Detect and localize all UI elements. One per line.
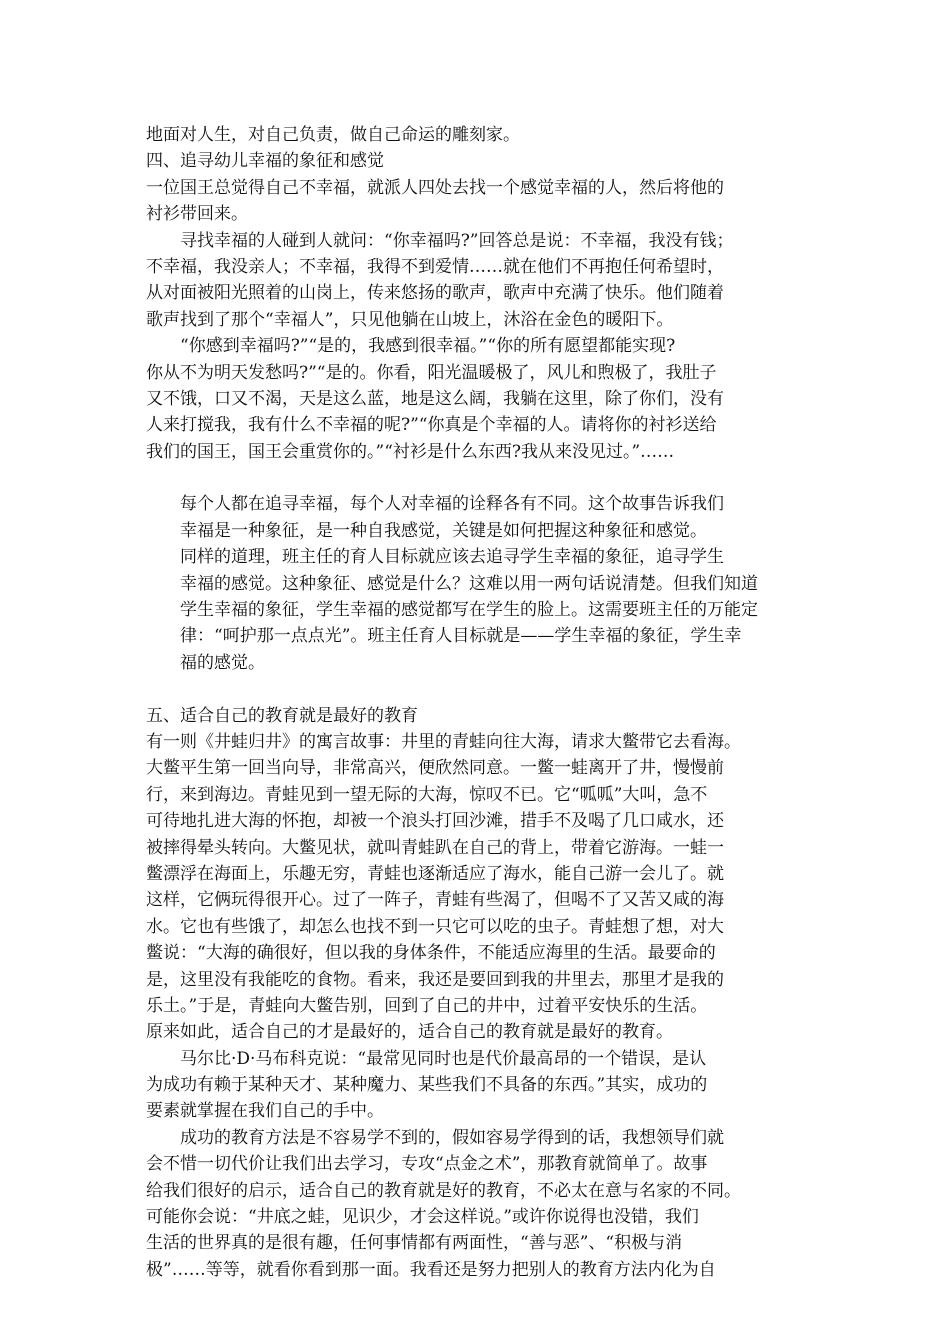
- text-line: 五、适合自己的教育就是最好的教育: [146, 705, 418, 726]
- text-line: 是，这里没有我能吃的食物。看来，我还是要回到我的井里去，那里才是我的: [146, 969, 724, 990]
- text-line: 乐土。”于是，青蛙向大鳖告别，回到了自己的井中，过着平安快乐的生活。: [146, 995, 708, 1016]
- text-line: 要素就掌握在我们自己的手中。: [146, 1101, 384, 1122]
- text-line: 学生幸福的象征，学生幸福的感觉都写在学生的脸上。这需要班主任的万能定: [146, 600, 758, 621]
- text-line: 从对面被阳光照着的山岗上，传来悠扬的歌声，歌声中充满了快乐。他们随着: [146, 283, 724, 304]
- text-line: 同样的道理，班主任的育人目标就应该去追寻学生幸福的象征，追寻学生: [146, 547, 724, 568]
- text-line: 歌声找到了那个“幸福人”，只见他躺在山坡上，沐浴在金色的暖阳下。: [146, 309, 674, 330]
- text-line: 一位国王总觉得自己不幸福，就派人四处去找一个感觉幸福的人，然后将他的: [146, 177, 724, 198]
- text-line: 寻找幸福的人碰到人就问：“你幸福吗?”回答总是说：不幸福，我没有钱；: [146, 230, 734, 251]
- text-line: 幸福的感觉。这种象征、感觉是什么？这难以用一两句话说清楚。但我们知道: [146, 573, 758, 594]
- text-line: 我们的国王，国王会重赏你的。”“衬衫是什么东西?我从来没见过。”……: [146, 441, 675, 462]
- text-line: 可能你会说：“井底之蛙，见识少，才会这样说。”或许你说得也没错，我们: [146, 1207, 699, 1228]
- text-line: 福的感觉。: [146, 652, 265, 673]
- text-line: 行，来到海边。青蛙见到一望无际的大海，惊叹不已。它“呱呱”大叫，急不: [146, 784, 708, 805]
- text-line: 不幸福，我没亲人；不幸福，我得不到爱情……就在他们不再抱任何希望时，: [146, 256, 724, 277]
- text-line: 鳖说：“大海的确很好，但以我的身体条件，不能适应海里的生活。最要命的: [146, 943, 716, 964]
- text-line: 给我们很好的启示，适合自己的教育就是好的教育，不必太在意与名家的不同。: [146, 1180, 741, 1201]
- blank-line: [146, 676, 806, 702]
- text-line: 又不饿，口又不渴，天是这么蓝，地是这么阔，我躺在这里，除了你们，没有: [146, 388, 724, 409]
- text-line: 大鳖平生第一回当向导，非常高兴，便欣然同意。一鳖一蛙离开了井，慢慢前: [146, 758, 724, 779]
- text-line: 四、追寻幼儿幸福的象征和感觉: [146, 151, 384, 172]
- text-line: 极”……等等，就看你看到那一面。我看还是努力把别人的教育方法内化为自: [146, 1259, 716, 1280]
- text-line: 衬衫带回来。: [146, 204, 248, 225]
- text-line: 律：“呵护那一点点光”。班主任育人目标就是——学生幸福的象征，学生幸: [146, 626, 742, 647]
- text-line: 人来打搅我，我有什么不幸福的呢?”“你真是个幸福的人。请将你的衬衫送给: [146, 415, 717, 436]
- text-line: 原来如此，适合自己的才是最好的，适合自己的教育就是最好的教育。: [146, 1022, 673, 1043]
- text-line: 为成功有赖于某种天才、某种魔力、某些我们不具备的东西。”其实，成功的: [146, 1075, 708, 1096]
- text-line: 水。它也有些饿了，却怎么也找不到一只它可以吃的虫子。青蛙想了想，对大: [146, 916, 724, 937]
- text-line: 会不惜一切代价让我们出去学习，专攻“点金之术”，那教育就简单了。故事: [146, 1154, 708, 1175]
- blank-line: [146, 465, 806, 491]
- text-line: 有一则《井蛙归井》的寓言故事：井里的青蛙向往大海，请求大鳖带它去看海。: [146, 731, 741, 752]
- document-body: [146, 122, 806, 1283]
- text-line: 幸福是一种象征，是一种自我感觉，关键是如何把握这种象征和感觉。: [146, 520, 707, 541]
- text-line: 生活的世界真的是很有趣，任何事情都有两面性，“善与恶”、“积极与消: [146, 1233, 683, 1254]
- text-line: “你感到幸福吗?”“是的，我感到很幸福。”“你的所有愿望都能实现?: [146, 336, 676, 357]
- text-line: 这样，它俩玩得很开心。过了一阵子，青蛙有些渴了，但喝不了又苦又咸的海: [146, 890, 724, 911]
- text-line: 鳖漂浮在海面上，乐趣无穷，青蛙也逐渐适应了海水，能自己游一会儿了。就: [146, 863, 724, 884]
- text-line: 地面对人生，对自己负责，做自己命运的雕刻家。: [146, 125, 520, 145]
- text-line: 马尔比·D·马布科克说：“最常见同时也是代价最高昂的一个错误，是认: [146, 1048, 707, 1069]
- text-line: 每个人都在追寻幸福，每个人对幸福的诠释各有不同。这个故事告诉我们: [146, 494, 724, 515]
- text-line: 成功的教育方法是不容易学不到的，假如容易学得到的话，我想领导们就: [146, 1127, 724, 1148]
- text-line: 被摔得晕头转向。大鳖见状，就叫青蛙趴在自己的背上，带着它游海。一蛙一: [146, 837, 724, 858]
- text-line: 可待地扎进大海的怀抱，却被一个浪头打回沙滩，措手不及喝了几口咸水，还: [146, 811, 724, 832]
- text-line: 你从不为明天发愁吗?”“是的。你看，阳光温暖极了，风儿和煦极了，我肚子: [146, 362, 717, 383]
